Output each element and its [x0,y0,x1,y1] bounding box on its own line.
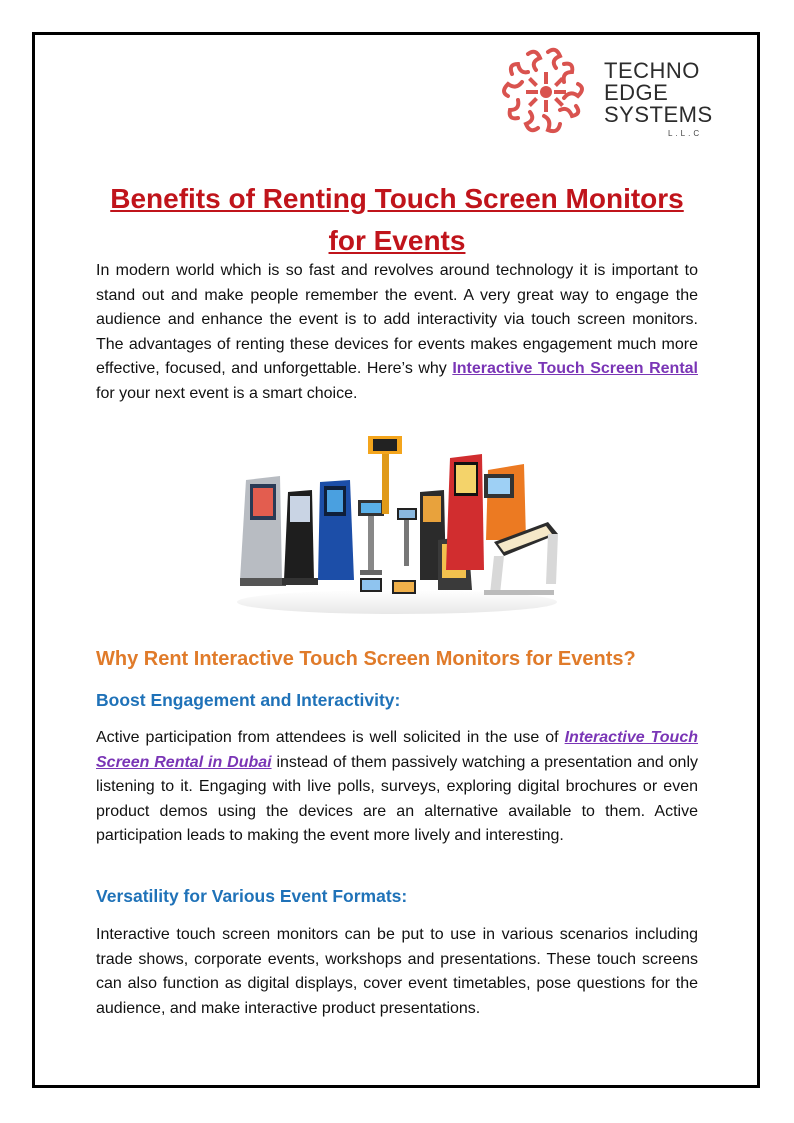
page-title: Benefits of Renting Touch Screen Monitors for Events [110,183,684,256]
subheading-boost-engagement: Boost Engagement and Interactivity: [96,690,401,710]
intro-text-before: In modern world which is so fast and revolves around technology it is important to stand out and make people remember the event. A very great way to engage the audience and enhance the event is to add interactivity via touch screen monitors. The advantages of renting these devices for events makes engagement much more effective, focused, and unforgettable. Here’s why [96,262,698,377]
versatility-paragraph: Interactive touch screen monitors can be put to use in various scenarios including trade shows, corporate events, workshops and presentations. These touch screens can also function as digital displays, cover event timetables, pose questions for the audience, and make interactive product presentations. [96,926,698,1017]
logo-line-2: EDGE [604,80,669,105]
subheading-versatility: Versatility for Various Event Formats: [96,886,408,906]
intro-paragraph [96,259,698,406]
logo-line-3: SYSTEMS [604,102,713,127]
interactive-touch-screen-rental-link[interactable]: Interactive Touch Screen Rental [452,360,698,377]
section-heading: Why Rent Interactive Touch Screen Monitors for Events? [96,648,636,670]
logo-mark-icon [498,44,594,140]
interactive-touch-screen-rental-dubai-link[interactable]: Interactive Touch Screen Rental in Dubai [96,729,699,771]
boost-text-after: instead of them passively watching a presentation and only listening to it. Engaging with live polls, surveys, exploring digital brochures or even product demos using the devices are an alternative available to them. Active participation leads to making the event more lively and interesting. [96,753,698,844]
company-logo [498,44,718,144]
boost-text-before: Active participation from attendees is well solicited in the use of [96,729,565,746]
intro-text-after: for your next event is a smart choice. [96,384,358,402]
logo-suffix: L.L.C [668,129,703,138]
logo-line-1: TECHNO [604,58,700,83]
boost-engagement-paragraph [96,726,698,849]
kiosks-image [232,430,562,615]
logo-wordmark [604,60,713,126]
